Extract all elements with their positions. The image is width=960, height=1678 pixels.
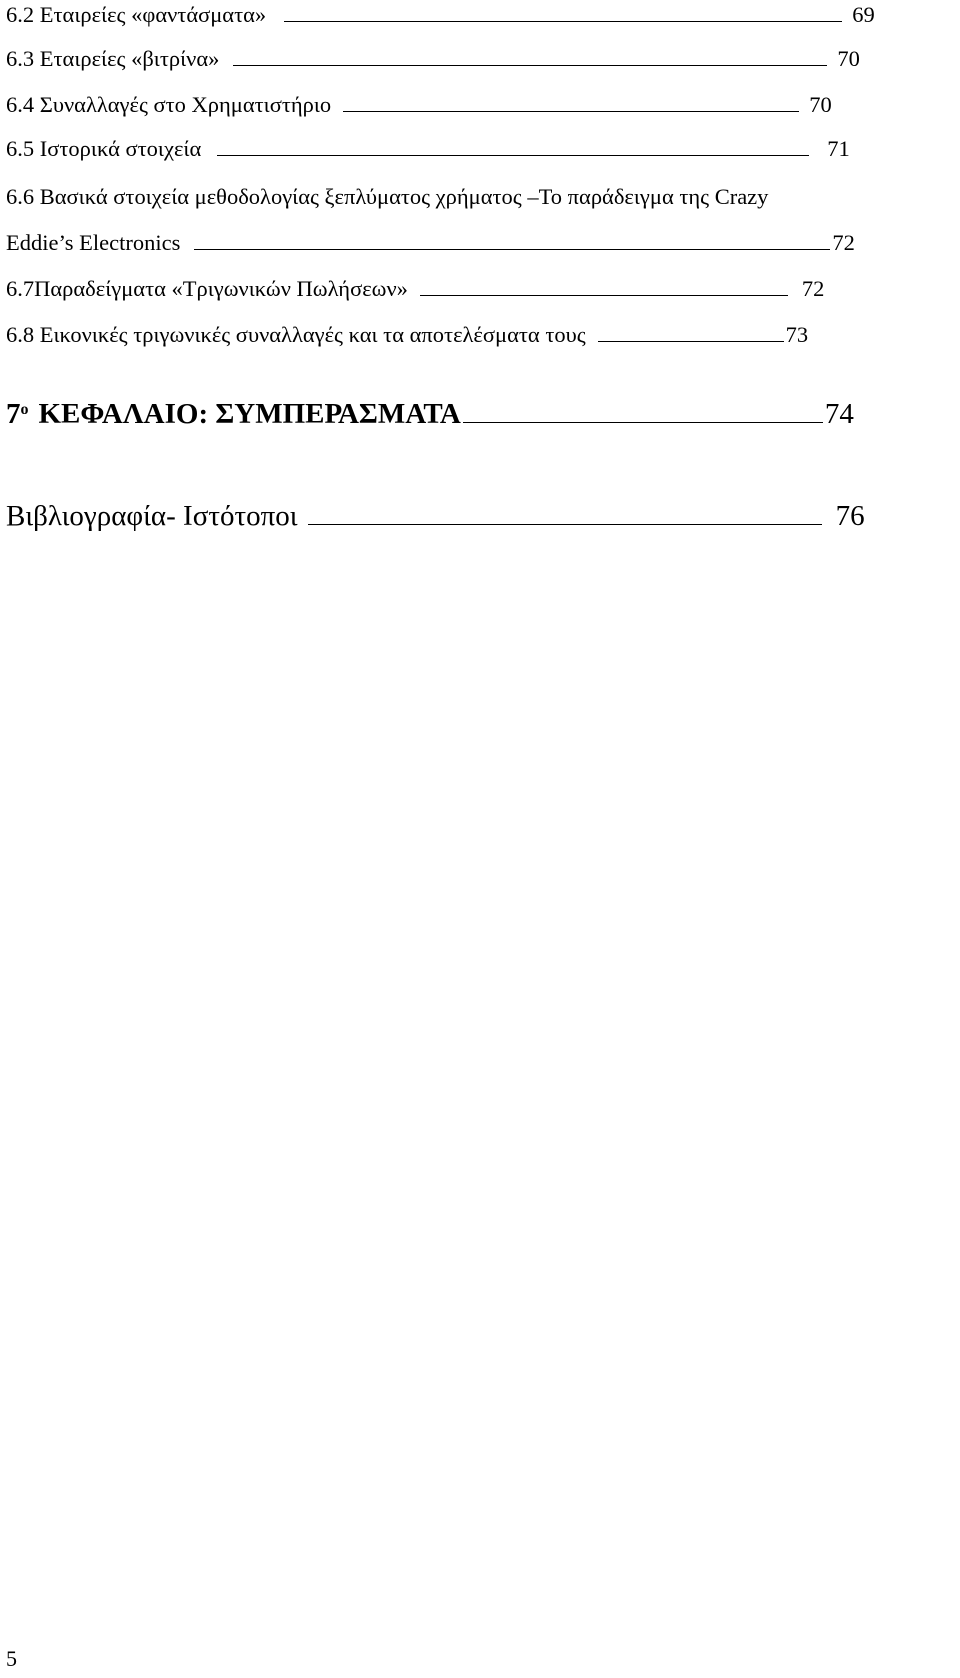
toc-entry-page: 76 <box>835 500 865 532</box>
toc-entry-6-6-line1[interactable] <box>6 184 952 210</box>
toc-entry-page: 71 <box>827 136 850 161</box>
toc-entry-6-4[interactable] <box>6 92 952 118</box>
toc-entry-title: 6.6 Βασικά στοιχεία μεθοδολογίας ξεπλύματος χρήματος –Το παράδειγμα της Crazy <box>6 184 769 209</box>
toc-entry-page: 70 <box>837 46 860 71</box>
toc-leader-line <box>598 341 784 342</box>
chapter-number-superscript: ο <box>20 401 29 419</box>
footer-page-number: 5 <box>6 1646 17 1671</box>
toc-entry-6-3[interactable] <box>6 46 952 72</box>
toc-leader-line <box>343 111 799 112</box>
toc-entry-title: 6.7Παραδείγματα «Τριγωνικών Πωλήσεων» <box>6 276 408 301</box>
toc-entry-page: 74 <box>824 398 854 430</box>
toc-entry-page: 72 <box>832 230 855 255</box>
toc-entry-title: 6.5 Ιστορικά στοιχεία <box>6 136 202 161</box>
toc-entry-title: 6.8 Εικονικές τριγωνικές συναλλαγές και τα αποτελέσματα τους <box>6 322 586 347</box>
toc-entry-page: 73 <box>785 322 809 347</box>
toc-leader-line <box>233 65 827 66</box>
toc-entry-title: 6.4 Συναλλαγές στο Χρηματιστήριο <box>6 92 332 117</box>
toc-entry-page: 72 <box>801 276 825 301</box>
toc-leader-line <box>420 295 788 296</box>
chapter-number: $7^o$ <box>6 398 29 430</box>
toc-entry-title: 6.2 Εταιρείες «φαντάσματα» <box>6 2 267 27</box>
toc-bibliography[interactable] <box>6 500 952 532</box>
chapter-title: ΚΕΦΑΛΑΙΟ: ΣΥΜΠΕΡΑΣΜΑΤΑ <box>38 398 461 430</box>
toc-entry-title: Eddie’s Electronics <box>6 230 181 255</box>
toc-leader-line <box>217 155 809 156</box>
toc-entry-title: Βιβλιογραφία- Ιστότοποι <box>6 500 298 532</box>
toc-leader-line <box>194 249 830 250</box>
toc-entry-6-7[interactable] <box>6 276 952 302</box>
toc-chapter-7[interactable] <box>6 398 952 430</box>
toc-entry-page: 69 <box>852 2 875 27</box>
toc-entry-page: 70 <box>809 92 832 117</box>
toc-entry-title: 6.3 Εταιρείες «βιτρίνα» <box>6 46 220 71</box>
toc-entry-6-6-line2[interactable] <box>6 230 952 256</box>
toc-entry-6-8[interactable] <box>6 322 952 348</box>
toc-leader-line <box>463 422 823 423</box>
toc-entry-6-5[interactable] <box>6 136 952 162</box>
toc-entry-6-2[interactable] <box>6 2 952 28</box>
toc-leader-line <box>308 524 822 525</box>
toc-leader-line <box>284 21 842 22</box>
